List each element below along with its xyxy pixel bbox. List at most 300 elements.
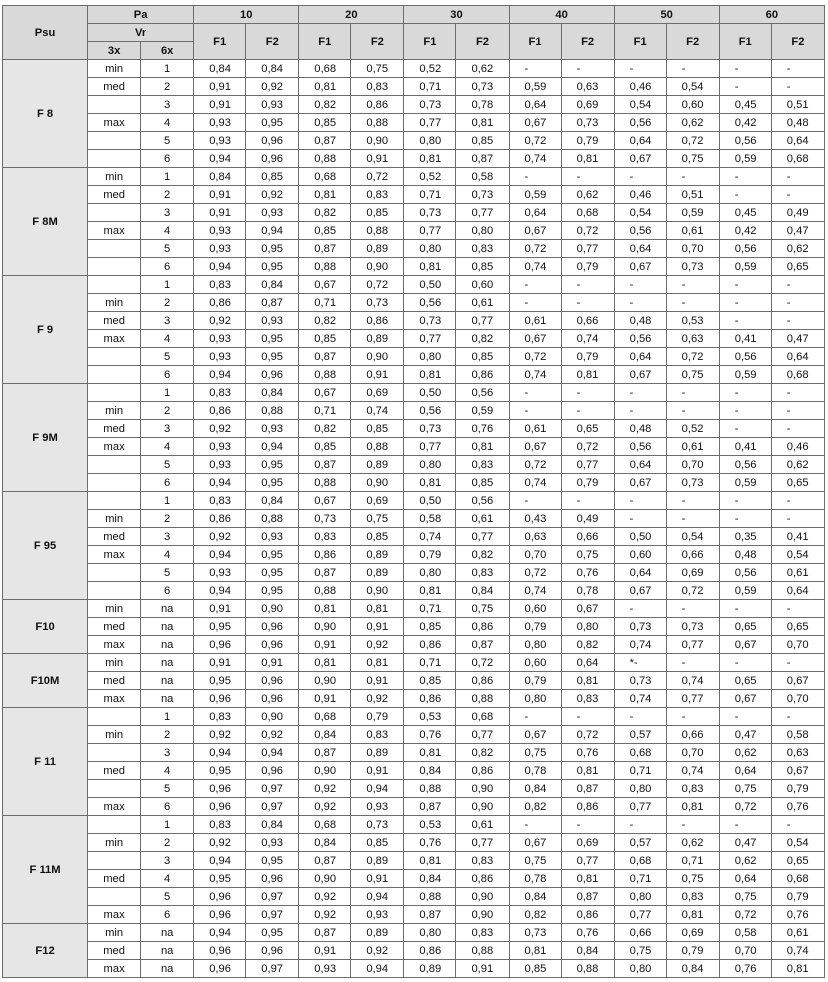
value-cell: 0,87 bbox=[299, 852, 351, 870]
value-cell: 0,81 bbox=[561, 150, 614, 168]
value-cell: 0,69 bbox=[561, 96, 614, 114]
header-group-60: 60 bbox=[719, 6, 824, 24]
value-cell: 0,68 bbox=[299, 60, 351, 78]
value-cell: - bbox=[719, 276, 771, 294]
value-cell: 0,46 bbox=[614, 78, 666, 96]
value-cell: 0,75 bbox=[456, 600, 509, 618]
vr-6x-cell: 3 bbox=[141, 204, 194, 222]
value-cell: 0,83 bbox=[194, 384, 246, 402]
value-cell: 0,92 bbox=[299, 798, 351, 816]
value-cell: 0,91 bbox=[299, 942, 351, 960]
vr-6x-cell: 5 bbox=[141, 240, 194, 258]
value-cell: 0,67 bbox=[614, 474, 666, 492]
vr-6x-cell: na bbox=[141, 690, 194, 708]
value-cell: 0,77 bbox=[561, 852, 614, 870]
vr-6x-cell: 3 bbox=[141, 312, 194, 330]
value-cell: 0,61 bbox=[509, 420, 561, 438]
value-cell: 0,74 bbox=[666, 672, 719, 690]
value-cell: 0,92 bbox=[194, 420, 246, 438]
value-cell: 0,93 bbox=[194, 132, 246, 150]
value-cell: 0,92 bbox=[246, 78, 299, 96]
table-row bbox=[3, 78, 825, 96]
value-cell: 0,90 bbox=[456, 906, 509, 924]
value-cell: 0,74 bbox=[666, 762, 719, 780]
value-cell: 0,96 bbox=[194, 798, 246, 816]
header-f1: F1 bbox=[719, 24, 771, 60]
value-cell: 0,86 bbox=[194, 402, 246, 420]
header-group-50: 50 bbox=[614, 6, 719, 24]
vr-6x-cell: 5 bbox=[141, 780, 194, 798]
value-cell: 0,65 bbox=[561, 420, 614, 438]
value-cell: 0,87 bbox=[299, 744, 351, 762]
value-cell: 0,80 bbox=[404, 456, 456, 474]
value-cell: 0,94 bbox=[194, 582, 246, 600]
value-cell: 0,95 bbox=[246, 924, 299, 942]
value-cell: 0,92 bbox=[351, 690, 404, 708]
value-cell: 0,58 bbox=[456, 168, 509, 186]
value-cell: 0,68 bbox=[299, 816, 351, 834]
value-cell: 0,85 bbox=[351, 204, 404, 222]
value-cell: 0,64 bbox=[509, 96, 561, 114]
table-row bbox=[3, 150, 825, 168]
psu-model-cell: F 95 bbox=[3, 492, 88, 600]
vr-3x-cell: min bbox=[88, 600, 141, 618]
value-cell: 0,59 bbox=[719, 150, 771, 168]
value-cell: 0,81 bbox=[404, 150, 456, 168]
value-cell: 0,50 bbox=[404, 384, 456, 402]
value-cell: 0,96 bbox=[194, 906, 246, 924]
value-cell: 0,96 bbox=[194, 942, 246, 960]
value-cell: 0,64 bbox=[509, 204, 561, 222]
vr-6x-cell: 1 bbox=[141, 384, 194, 402]
value-cell: 0,87 bbox=[404, 798, 456, 816]
value-cell: 0,58 bbox=[771, 726, 824, 744]
value-cell: 0,97 bbox=[246, 780, 299, 798]
value-cell: 0,72 bbox=[719, 798, 771, 816]
value-cell: 0,89 bbox=[351, 924, 404, 942]
value-cell: 0,96 bbox=[194, 690, 246, 708]
value-cell: 0,88 bbox=[456, 942, 509, 960]
vr-6x-cell: 4 bbox=[141, 870, 194, 888]
value-cell: - bbox=[509, 816, 561, 834]
value-cell: 0,45 bbox=[719, 96, 771, 114]
table-row bbox=[3, 330, 825, 348]
vr-3x-cell bbox=[88, 240, 141, 258]
value-cell: 0,79 bbox=[561, 348, 614, 366]
value-cell: 0,80 bbox=[456, 222, 509, 240]
value-cell: 0,94 bbox=[194, 150, 246, 168]
table-row bbox=[3, 618, 825, 636]
value-cell: 0,84 bbox=[246, 816, 299, 834]
value-cell: 0,88 bbox=[456, 690, 509, 708]
value-cell: 0,92 bbox=[351, 636, 404, 654]
value-cell: 0,81 bbox=[404, 582, 456, 600]
value-cell: 0,83 bbox=[456, 240, 509, 258]
value-cell: 0,46 bbox=[771, 438, 824, 456]
value-cell: 0,87 bbox=[561, 888, 614, 906]
value-cell: 0,80 bbox=[404, 348, 456, 366]
value-cell: 0,93 bbox=[351, 906, 404, 924]
value-cell: 0,63 bbox=[771, 744, 824, 762]
value-cell: 0,80 bbox=[404, 240, 456, 258]
vr-3x-cell: med bbox=[88, 870, 141, 888]
value-cell: 0,84 bbox=[509, 888, 561, 906]
table-row bbox=[3, 690, 825, 708]
value-cell: 0,96 bbox=[194, 888, 246, 906]
value-cell: 0,93 bbox=[351, 798, 404, 816]
value-cell: 0,59 bbox=[719, 258, 771, 276]
value-cell: 0,79 bbox=[561, 258, 614, 276]
value-cell: 0,56 bbox=[404, 402, 456, 420]
value-cell: 0,74 bbox=[509, 474, 561, 492]
value-cell: 0,92 bbox=[194, 726, 246, 744]
value-cell: 0,77 bbox=[456, 834, 509, 852]
table-row bbox=[3, 276, 825, 294]
value-cell: 0,73 bbox=[666, 618, 719, 636]
table-row bbox=[3, 240, 825, 258]
value-cell: 0,54 bbox=[666, 528, 719, 546]
value-cell: 0,95 bbox=[246, 474, 299, 492]
vr-3x-cell: med bbox=[88, 186, 141, 204]
vr-6x-cell: 2 bbox=[141, 78, 194, 96]
value-cell: 0,72 bbox=[509, 348, 561, 366]
value-cell: 0,83 bbox=[456, 564, 509, 582]
value-cell: 0,95 bbox=[194, 672, 246, 690]
value-cell: 0,88 bbox=[246, 510, 299, 528]
value-cell: 0,81 bbox=[456, 438, 509, 456]
value-cell: 0,95 bbox=[246, 852, 299, 870]
value-cell: 0,85 bbox=[299, 438, 351, 456]
value-cell: 0,77 bbox=[614, 798, 666, 816]
vr-6x-cell: 6 bbox=[141, 150, 194, 168]
value-cell: 0,84 bbox=[299, 726, 351, 744]
value-cell: 0,92 bbox=[299, 906, 351, 924]
value-cell: 0,78 bbox=[456, 96, 509, 114]
value-cell: 0,95 bbox=[194, 762, 246, 780]
value-cell: 0,93 bbox=[246, 528, 299, 546]
vr-3x-cell bbox=[88, 492, 141, 510]
vr-3x-cell bbox=[88, 888, 141, 906]
value-cell: 0,76 bbox=[404, 834, 456, 852]
value-cell: 0,71 bbox=[404, 600, 456, 618]
vr-3x-cell bbox=[88, 582, 141, 600]
vr-3x-cell bbox=[88, 132, 141, 150]
value-cell: 0,59 bbox=[666, 204, 719, 222]
value-cell: 0,65 bbox=[719, 618, 771, 636]
value-cell: - bbox=[509, 384, 561, 402]
value-cell: 0,75 bbox=[614, 942, 666, 960]
value-cell: 0,84 bbox=[404, 870, 456, 888]
value-cell: 0,90 bbox=[351, 474, 404, 492]
value-cell: 0,86 bbox=[561, 798, 614, 816]
vr-3x-cell: med bbox=[88, 618, 141, 636]
value-cell: 0,73 bbox=[351, 816, 404, 834]
table-row bbox=[3, 420, 825, 438]
value-cell: 0,61 bbox=[509, 312, 561, 330]
header-3x: 3x bbox=[88, 42, 141, 60]
table-row bbox=[3, 546, 825, 564]
value-cell: 0,48 bbox=[719, 546, 771, 564]
value-cell: 0,68 bbox=[614, 852, 666, 870]
vr-3x-cell bbox=[88, 564, 141, 582]
value-cell: 0,69 bbox=[666, 564, 719, 582]
value-cell: - bbox=[771, 600, 824, 618]
value-cell: 0,86 bbox=[456, 762, 509, 780]
value-cell: 0,81 bbox=[351, 600, 404, 618]
vr-3x-cell: med bbox=[88, 312, 141, 330]
table-row bbox=[3, 708, 825, 726]
value-cell: 0,66 bbox=[666, 546, 719, 564]
value-cell: 0,71 bbox=[404, 186, 456, 204]
header-f2: F2 bbox=[771, 24, 824, 60]
value-cell: 0,88 bbox=[404, 780, 456, 798]
value-cell: 0,78 bbox=[561, 582, 614, 600]
value-cell: 0,87 bbox=[561, 780, 614, 798]
value-cell: - bbox=[666, 708, 719, 726]
value-cell: 0,64 bbox=[719, 870, 771, 888]
value-cell: 0,41 bbox=[719, 438, 771, 456]
value-cell: 0,75 bbox=[719, 888, 771, 906]
vr-3x-cell: max bbox=[88, 906, 141, 924]
value-cell: 0,61 bbox=[456, 294, 509, 312]
value-cell: 0,76 bbox=[404, 726, 456, 744]
vr-3x-cell bbox=[88, 150, 141, 168]
value-cell: 0,90 bbox=[299, 618, 351, 636]
value-cell: 0,86 bbox=[561, 906, 614, 924]
value-cell: - bbox=[509, 708, 561, 726]
value-cell: 0,71 bbox=[299, 402, 351, 420]
value-cell: 0,56 bbox=[456, 384, 509, 402]
value-cell: 0,83 bbox=[351, 186, 404, 204]
value-cell: 0,90 bbox=[456, 780, 509, 798]
value-cell: 0,90 bbox=[351, 258, 404, 276]
value-cell: 0,81 bbox=[509, 942, 561, 960]
value-cell: 0,57 bbox=[614, 726, 666, 744]
value-cell: 0,77 bbox=[614, 906, 666, 924]
value-cell: 0,54 bbox=[614, 204, 666, 222]
vr-3x-cell bbox=[88, 780, 141, 798]
value-cell: 0,86 bbox=[404, 942, 456, 960]
value-cell: 0,66 bbox=[561, 528, 614, 546]
value-cell: 0,73 bbox=[404, 420, 456, 438]
value-cell: 0,83 bbox=[456, 852, 509, 870]
value-cell: 0,95 bbox=[246, 456, 299, 474]
value-cell: 0,67 bbox=[614, 366, 666, 384]
table-row bbox=[3, 960, 825, 978]
value-cell: 0,86 bbox=[351, 96, 404, 114]
table-row bbox=[3, 924, 825, 942]
value-cell: 0,91 bbox=[194, 186, 246, 204]
value-cell: 0,82 bbox=[561, 636, 614, 654]
value-cell: 0,81 bbox=[404, 744, 456, 762]
value-cell: - bbox=[771, 78, 824, 96]
value-cell: 0,88 bbox=[299, 366, 351, 384]
value-cell: 0,74 bbox=[351, 402, 404, 420]
value-cell: 0,74 bbox=[509, 582, 561, 600]
value-cell: 0,62 bbox=[719, 744, 771, 762]
vr-6x-cell: 2 bbox=[141, 726, 194, 744]
value-cell: 0,64 bbox=[719, 762, 771, 780]
value-cell: 0,48 bbox=[771, 114, 824, 132]
value-cell: 0,86 bbox=[404, 636, 456, 654]
value-cell: 0,88 bbox=[299, 258, 351, 276]
value-cell: 0,63 bbox=[561, 78, 614, 96]
table-row bbox=[3, 312, 825, 330]
value-cell: 0,76 bbox=[561, 924, 614, 942]
value-cell: 0,75 bbox=[666, 366, 719, 384]
value-cell: 0,47 bbox=[771, 330, 824, 348]
value-cell: 0,85 bbox=[299, 222, 351, 240]
value-cell: 0,67 bbox=[614, 582, 666, 600]
table-row bbox=[3, 600, 825, 618]
vr-6x-cell: 2 bbox=[141, 186, 194, 204]
vr-6x-cell: 4 bbox=[141, 114, 194, 132]
value-cell: - bbox=[719, 600, 771, 618]
value-cell: 0,96 bbox=[194, 780, 246, 798]
value-cell: 0,82 bbox=[299, 204, 351, 222]
value-cell: 0,95 bbox=[246, 258, 299, 276]
vr-6x-cell: 4 bbox=[141, 546, 194, 564]
value-cell: - bbox=[719, 510, 771, 528]
value-cell: 0,90 bbox=[351, 132, 404, 150]
value-cell: 0,93 bbox=[246, 834, 299, 852]
value-cell: - bbox=[561, 384, 614, 402]
value-cell: 0,81 bbox=[456, 114, 509, 132]
value-cell: 0,95 bbox=[246, 114, 299, 132]
value-cell: - bbox=[771, 708, 824, 726]
value-cell: 0,74 bbox=[404, 528, 456, 546]
value-cell: 0,82 bbox=[299, 420, 351, 438]
value-cell: 0,61 bbox=[771, 564, 824, 582]
value-cell: 0,97 bbox=[246, 798, 299, 816]
value-cell: 0,93 bbox=[299, 960, 351, 978]
psu-model-cell: F10M bbox=[3, 654, 88, 708]
value-cell: 0,89 bbox=[404, 960, 456, 978]
vr-6x-cell: 1 bbox=[141, 60, 194, 78]
value-cell: 0,95 bbox=[246, 240, 299, 258]
value-cell: 0,79 bbox=[509, 618, 561, 636]
value-cell: 0,95 bbox=[194, 618, 246, 636]
value-cell: 0,62 bbox=[666, 114, 719, 132]
value-cell: 0,87 bbox=[299, 456, 351, 474]
vr-3x-cell bbox=[88, 348, 141, 366]
value-cell: 0,84 bbox=[246, 492, 299, 510]
value-cell: 0,77 bbox=[666, 636, 719, 654]
value-cell: - bbox=[719, 312, 771, 330]
vr-6x-cell: 1 bbox=[141, 492, 194, 510]
value-cell: 0,85 bbox=[456, 474, 509, 492]
vr-6x-cell: 2 bbox=[141, 510, 194, 528]
value-cell: - bbox=[719, 294, 771, 312]
header-f2: F2 bbox=[246, 24, 299, 60]
value-cell: 0,53 bbox=[666, 312, 719, 330]
value-cell: 0,62 bbox=[719, 852, 771, 870]
value-cell: 0,61 bbox=[456, 510, 509, 528]
value-cell: 0,77 bbox=[561, 456, 614, 474]
value-cell: - bbox=[771, 384, 824, 402]
value-cell: 0,45 bbox=[719, 204, 771, 222]
value-cell: 0,72 bbox=[509, 240, 561, 258]
value-cell: 0,97 bbox=[246, 960, 299, 978]
value-cell: 0,88 bbox=[299, 150, 351, 168]
value-cell: 0,67 bbox=[614, 258, 666, 276]
value-cell: 0,93 bbox=[246, 420, 299, 438]
value-cell: 0,84 bbox=[194, 168, 246, 186]
vr-6x-cell: na bbox=[141, 618, 194, 636]
value-cell: 0,75 bbox=[351, 60, 404, 78]
value-cell: - bbox=[719, 420, 771, 438]
value-cell: 0,96 bbox=[246, 366, 299, 384]
value-cell: 0,61 bbox=[456, 816, 509, 834]
psu-model-cell: F 8 bbox=[3, 60, 88, 168]
psu-model-cell: F 9M bbox=[3, 384, 88, 492]
vr-6x-cell: na bbox=[141, 942, 194, 960]
value-cell: 0,96 bbox=[194, 960, 246, 978]
value-cell: 0,72 bbox=[666, 132, 719, 150]
table-row bbox=[3, 366, 825, 384]
value-cell: 0,83 bbox=[666, 780, 719, 798]
value-cell: 0,76 bbox=[561, 564, 614, 582]
value-cell: 0,89 bbox=[351, 240, 404, 258]
table-row bbox=[3, 168, 825, 186]
value-cell: 0,93 bbox=[194, 564, 246, 582]
value-cell: 0,93 bbox=[194, 348, 246, 366]
vr-6x-cell: na bbox=[141, 636, 194, 654]
value-cell: 0,56 bbox=[719, 456, 771, 474]
header-group-30: 30 bbox=[404, 6, 509, 24]
value-cell: 0,83 bbox=[194, 708, 246, 726]
value-cell: 0,85 bbox=[404, 618, 456, 636]
value-cell: 0,73 bbox=[404, 312, 456, 330]
value-cell: 0,88 bbox=[299, 582, 351, 600]
value-cell: - bbox=[719, 708, 771, 726]
value-cell: - bbox=[666, 492, 719, 510]
value-cell: 0,71 bbox=[404, 654, 456, 672]
value-cell: 0,68 bbox=[561, 204, 614, 222]
value-cell: 0,90 bbox=[351, 582, 404, 600]
value-cell: 0,81 bbox=[666, 906, 719, 924]
value-cell: 0,83 bbox=[666, 888, 719, 906]
value-cell: 0,76 bbox=[771, 906, 824, 924]
value-cell: 0,76 bbox=[719, 960, 771, 978]
value-cell: 0,56 bbox=[614, 438, 666, 456]
value-cell: 0,81 bbox=[351, 654, 404, 672]
value-cell: - bbox=[666, 600, 719, 618]
vr-6x-cell: 5 bbox=[141, 888, 194, 906]
value-cell: 0,90 bbox=[351, 348, 404, 366]
value-cell: 0,73 bbox=[614, 618, 666, 636]
value-cell: - bbox=[614, 384, 666, 402]
value-cell: 0,88 bbox=[299, 474, 351, 492]
value-cell: 0,67 bbox=[561, 600, 614, 618]
vr-3x-cell bbox=[88, 258, 141, 276]
value-cell: 0,59 bbox=[456, 402, 509, 420]
value-cell: 0,73 bbox=[561, 114, 614, 132]
vr-3x-cell: max bbox=[88, 438, 141, 456]
header-f2: F2 bbox=[456, 24, 509, 60]
value-cell: 0,85 bbox=[299, 114, 351, 132]
table-row bbox=[3, 672, 825, 690]
value-cell: - bbox=[614, 708, 666, 726]
value-cell: 0,91 bbox=[351, 672, 404, 690]
value-cell: 0,91 bbox=[299, 690, 351, 708]
psu-model-cell: F 11M bbox=[3, 816, 88, 924]
value-cell: 0,84 bbox=[299, 834, 351, 852]
vr-6x-cell: na bbox=[141, 924, 194, 942]
vr-3x-cell: max bbox=[88, 330, 141, 348]
value-cell: 0,65 bbox=[719, 672, 771, 690]
value-cell: 0,76 bbox=[771, 798, 824, 816]
